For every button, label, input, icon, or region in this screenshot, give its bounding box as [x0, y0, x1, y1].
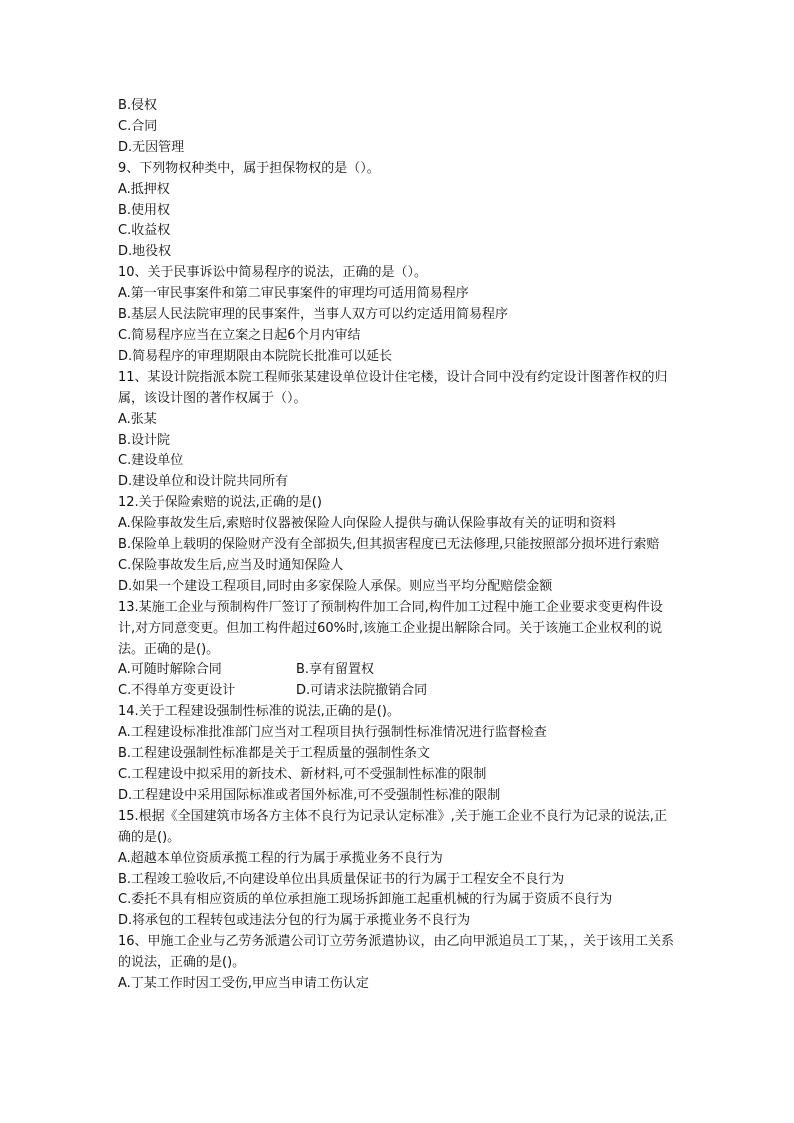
- text-line: B.工程竣工验收后,不向建设单位出具质量保证书的行为属于工程安全不良行为: [118, 871, 565, 887]
- text-line: D.无因管理: [118, 139, 185, 155]
- text-line: A.保险事故发生后,索赔时仪器被保险人向保险人提供与确认保险事故有关的证明和资料: [118, 516, 616, 532]
- question-block-bottom: [118, 702, 678, 995]
- text-line: C.委托不具有相应资质的单位承担施工现场拆卸施工起重机械的行为属于资质不良行为: [118, 892, 613, 908]
- question-12: 12.关于保险索赔的说法,正确的是(): [118, 495, 322, 511]
- text-line: A.张某: [118, 411, 157, 427]
- text-line: B.使用权: [118, 202, 171, 218]
- text-line: B.基层人民法院审理的民事案件，当事人双方可以约定适用简易程序: [118, 307, 509, 323]
- text-line: D.将承包的工程转包或违法分包的行为属于承揽业务不良行为: [118, 913, 471, 929]
- question-13: 13.某施工企业与预制构件厂签订了预制构件加工合同,构件加工过程中施工企业要求变更构件设计,对方同意变更。但加工构件超过60%时,该施工企业提出解除合同。关于该施工企业权利的说法。正确的是()。: [118, 599, 663, 657]
- text-line: D.如果一个建设工程项目,同时由多家保险人承保。则应当平均分配赔偿金额: [118, 578, 553, 594]
- text-line: A.抵押权: [118, 181, 170, 197]
- question-16: 16、甲施工企业与乙劳务派遣公司订立劳务派遣协议，由乙向甲派追员工丁某，，关于该用工关系的说法，正确的是()。: [118, 934, 675, 971]
- text-line: B.保险单上载明的保险财产没有全部损失,但其损害程度已无法修理,只能按照部分损坏进行索赔: [118, 537, 660, 553]
- text-line: C.收益权: [118, 223, 171, 239]
- text-line: D.工程建设中采用国际标准或者国外标准,可不受强制性标准的限制: [118, 787, 501, 803]
- text-line: A.超越本单位资质承揽工程的行为属于承揽业务不良行为: [118, 850, 443, 866]
- text-line: A.第一审民事案件和第二审民事案件的审理均可适用简易程序: [118, 286, 469, 302]
- text-line: D.地役权: [118, 244, 172, 260]
- q13-option-b: B.享有留置权: [296, 662, 375, 678]
- question-15: 15.根据《全国建筑市场各方主体不良行为记录认定标准》,关于施工企业不良行为记录的说法,正确的是()。: [118, 808, 667, 845]
- text-line: D.建设单位和设计院共同所有: [118, 474, 289, 490]
- question-block-top: [118, 96, 678, 660]
- q13-options-row-2: [118, 681, 678, 702]
- question-9: 9、下列物权种类中，属于担保物权的是（）。: [118, 160, 380, 176]
- text-line: C.保险事故发生后,应当及时通知保险人: [118, 557, 344, 573]
- text-line: B.工程建设强制性标准都是关于工程质量的强制性条文: [118, 746, 431, 762]
- question-14: 14.关于工程建设强制性标准的说法,正确的是()。: [118, 704, 400, 720]
- text-line: C.建设单位: [118, 453, 184, 469]
- question-11: 11、某设计院指派本院工程师张某建设单位设计住宅楼，设计合同中没有约定设计图著作权的归属，该设计图的著作权属于（）。: [118, 369, 668, 406]
- text-line: C.合同: [118, 118, 158, 134]
- q13-option-c: C.不得单方变更设计: [118, 683, 236, 699]
- text-line: B.侵权: [118, 98, 158, 113]
- q13-options-row-1: [118, 660, 678, 681]
- text-line: C.工程建设中拟采用的新技术、新材料,可不受强制性标准的限制: [118, 767, 487, 782]
- text-line: D.简易程序的审理期限由本院院长批准可以延长: [118, 348, 393, 364]
- question-10: 10、关于民事诉讼中简易程序的说法，正确的是（）。: [118, 265, 428, 281]
- text-line: B.设计院: [118, 432, 171, 448]
- text-line: A.工程建设标准批准部门应当对工程项目执行强制性标准情况进行监督检查: [118, 725, 547, 741]
- q13-option-d: D.可请求法院撤销合同: [296, 683, 428, 699]
- document-page: [118, 96, 678, 995]
- q13-option-a: A.可随时解除合同: [118, 662, 222, 678]
- text-line: C.简易程序应当在立案之日起6个月内审结: [118, 327, 361, 343]
- text-line: A.丁某工作时因工受伤,甲应当申请工伤认定: [118, 976, 369, 992]
